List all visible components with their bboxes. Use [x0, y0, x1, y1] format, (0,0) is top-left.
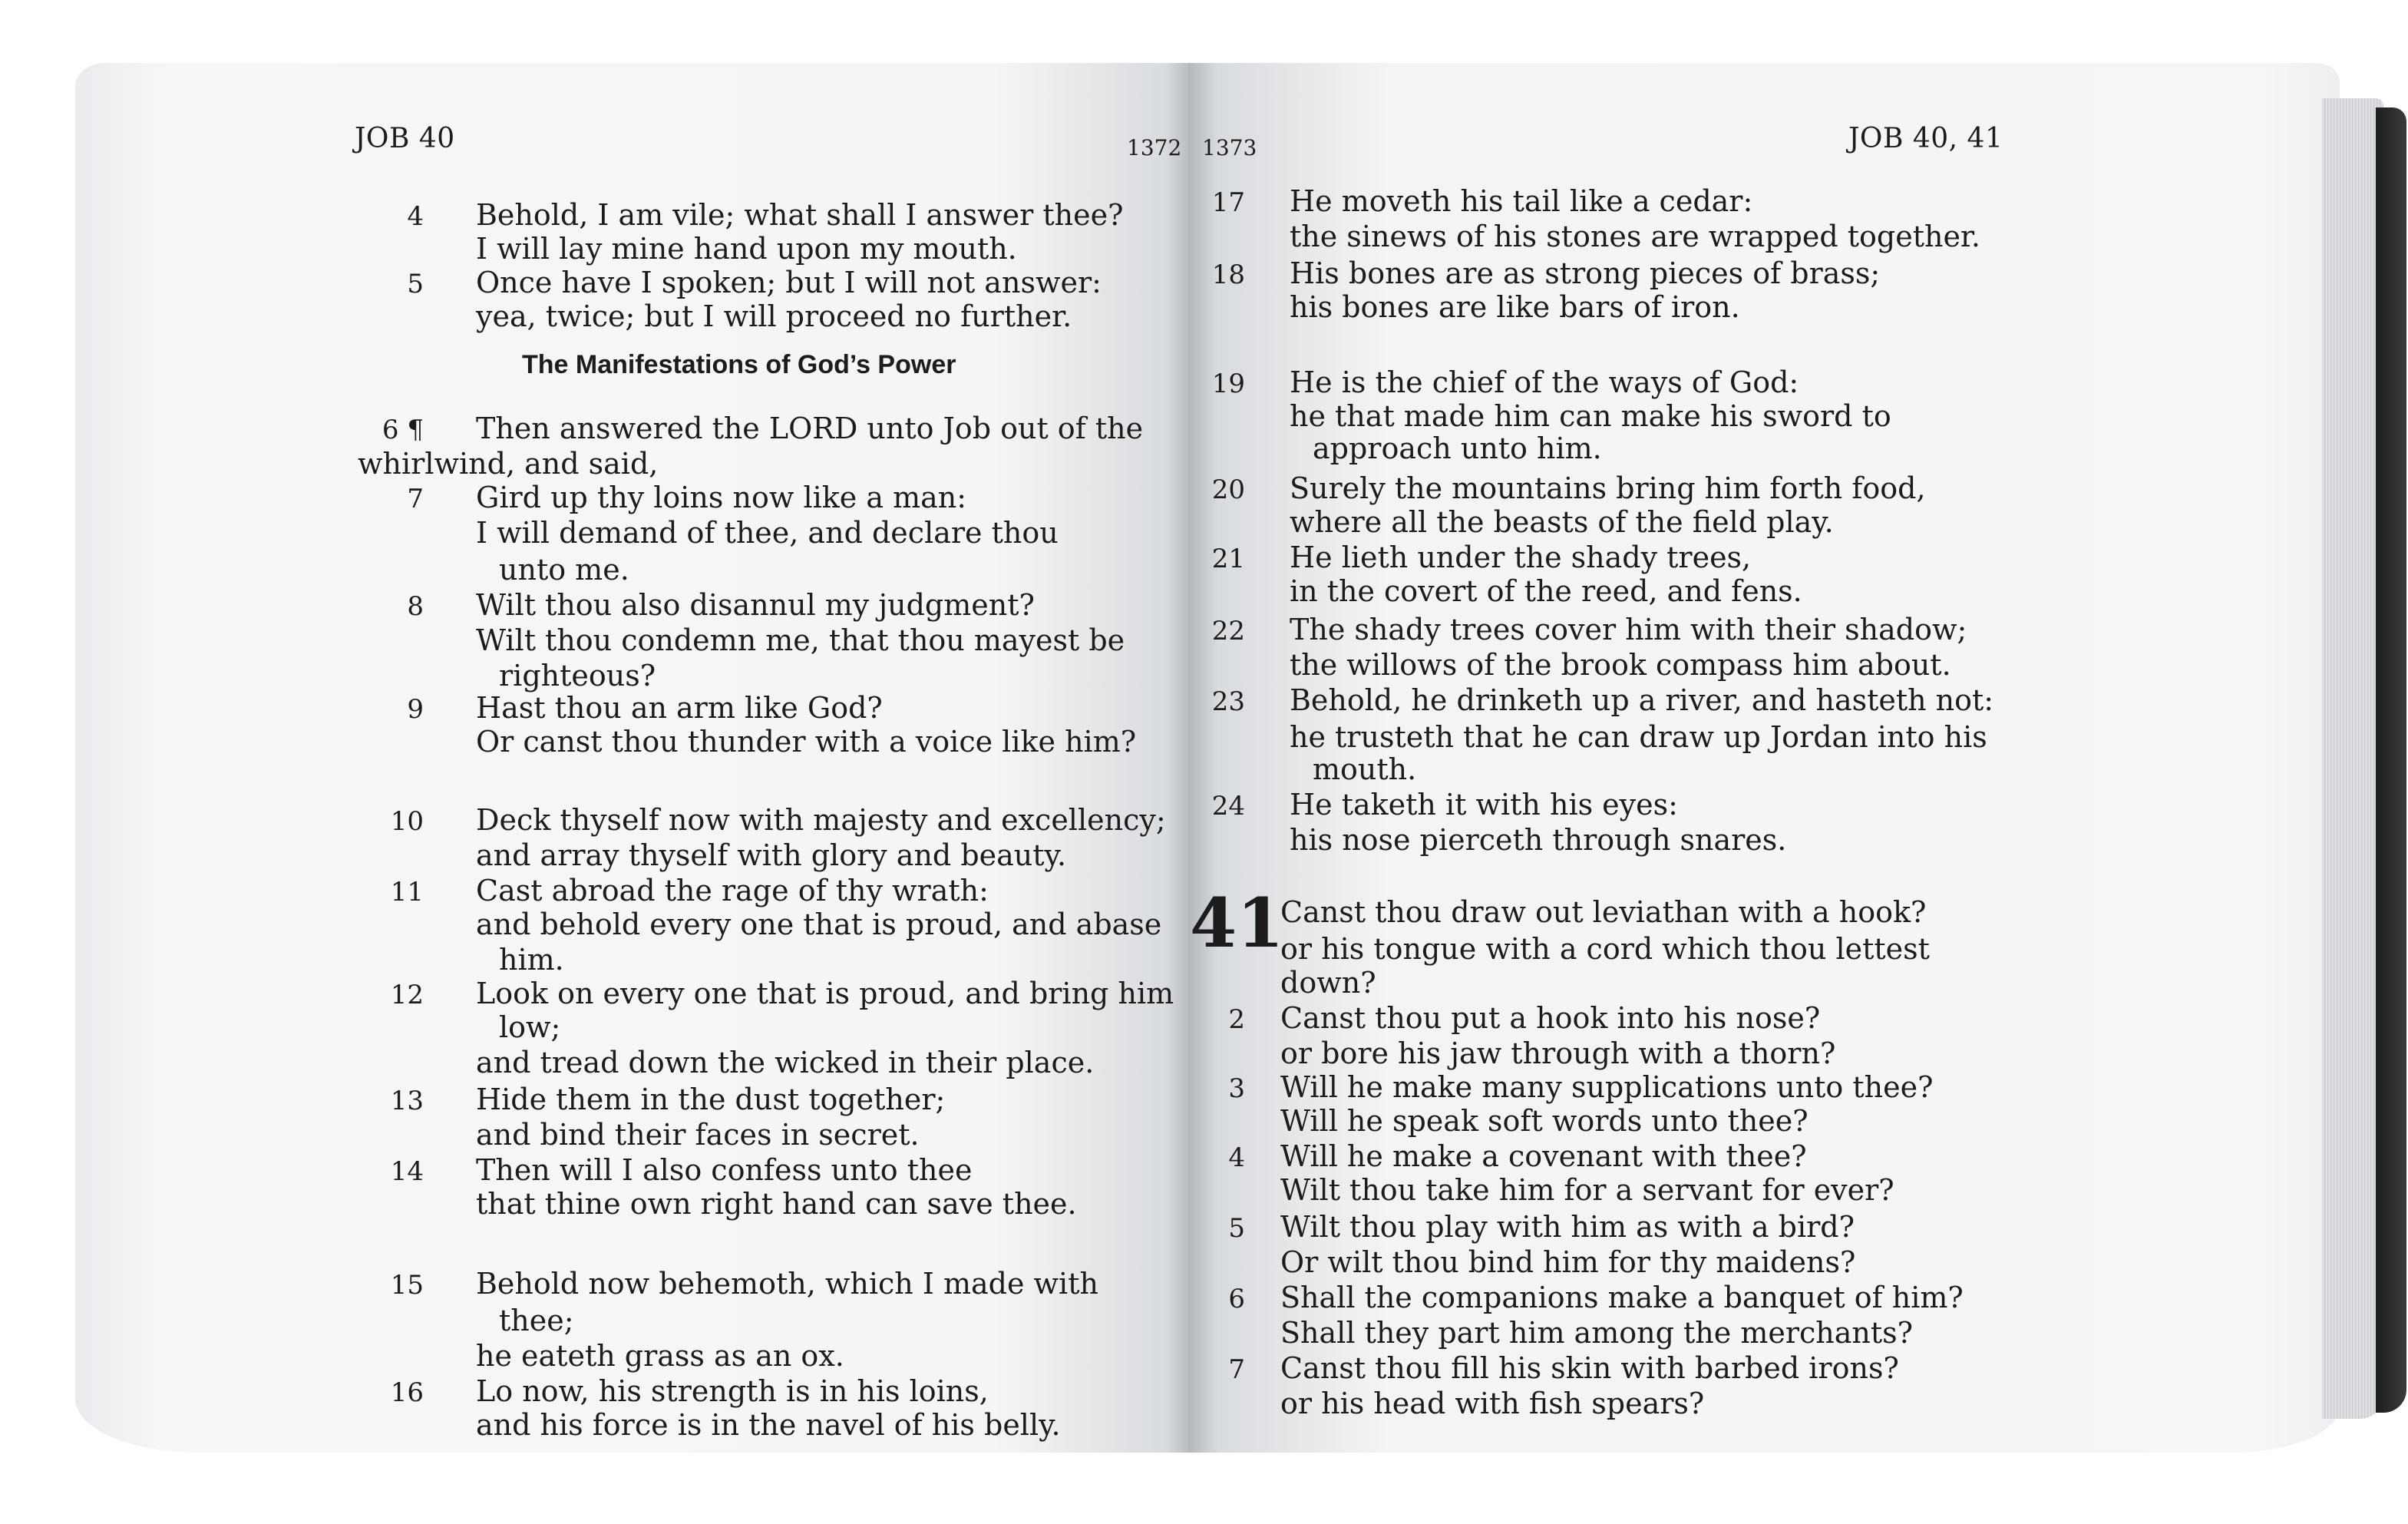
verse-line: and behold every one that is proud, and abase: [476, 907, 1162, 941]
verse-line: Gird up thy loins now like a man:: [476, 481, 967, 514]
verse-number: 18: [1211, 260, 1245, 290]
verse-line: The shady trees cover him with their shadow;: [1290, 613, 1967, 646]
verse-line: mouth.: [1313, 752, 1417, 786]
page-edges: [2322, 98, 2383, 1419]
verse-line: Then will I also confess unto thee: [476, 1153, 973, 1187]
verse-line: down?: [1280, 966, 1376, 1000]
verse-line: in the covert of the reed, and fens.: [1290, 574, 1802, 608]
verse-line: Wilt thou take him for a servant for ever?: [1280, 1173, 1894, 1207]
verse-number: 20: [1211, 474, 1245, 505]
verse-number: 2: [1228, 1004, 1245, 1035]
verse-line: I will lay mine hand upon my mouth.: [476, 232, 1017, 266]
section-heading: The Manifestations of God’s Power: [522, 350, 956, 379]
verse-line: approach unto him.: [1313, 431, 1602, 465]
verse-line: Wilt thou play with him as with a bird?: [1280, 1210, 1855, 1244]
verse-line: righteous?: [499, 659, 656, 693]
verse-line: or his tongue with a cord which thou lettest: [1280, 932, 1930, 966]
verse-line: or his head with fish spears?: [1280, 1387, 1705, 1420]
left-running-head: JOB 40: [355, 123, 455, 154]
verse-number: 8: [407, 591, 424, 622]
verse-line: and bind their faces in secret.: [476, 1118, 920, 1152]
verse-number: 14: [390, 1156, 424, 1187]
verse-line: whirlwind, and said,: [358, 447, 659, 481]
verse-line: Behold, he drinketh up a river, and hasteth not:: [1290, 683, 1994, 717]
verse-line: Hast thou an arm like God?: [476, 691, 883, 725]
verse-line: Then answered the LORD unto Job out of the: [476, 412, 1144, 445]
verse-number: 22: [1211, 616, 1245, 646]
right-page-number: 1373: [1202, 135, 1257, 160]
verse-number: 9: [407, 694, 424, 725]
verse-line: his nose pierceth through snares.: [1290, 823, 1787, 857]
verse-line: Hide them in the dust together;: [476, 1083, 946, 1116]
verse-number: 5: [1228, 1213, 1245, 1244]
verse-line: the sinews of his stones are wrapped together.: [1290, 220, 1980, 253]
verse-line: Will he make a covenant with thee?: [1280, 1139, 1807, 1173]
verse-line: Shall they part him among the merchants?: [1280, 1316, 1914, 1350]
verse-line: Lo now, his strength is in his loins,: [476, 1374, 989, 1408]
verse-line: low;: [499, 1010, 561, 1044]
verse-line: He moveth his tail like a cedar:: [1290, 184, 1753, 218]
verse-line: or bore his jaw through with a thorn?: [1280, 1036, 1836, 1070]
verse-number: 21: [1211, 544, 1245, 574]
verse-number: 10: [390, 806, 424, 837]
verse-line: him.: [499, 943, 564, 977]
verse-line: and tread down the wicked in their place.: [476, 1046, 1095, 1079]
verse-line: the willows of the brook compass him about.: [1290, 648, 1951, 682]
verse-line: He lieth under the shady trees,: [1290, 541, 1752, 574]
verse-line: He is the chief of the ways of God:: [1290, 365, 1799, 399]
verse-number: 15: [390, 1270, 424, 1301]
verse-number: 6 ¶: [382, 415, 424, 445]
verse-line: Deck thyself now with majesty and excellency;: [476, 803, 1166, 837]
verse-line: Once have I spoken; but I will not answer:: [476, 266, 1102, 299]
verse-line: Will he speak soft words unto thee?: [1280, 1104, 1808, 1138]
verse-line: Look on every one that is proud, and bring him: [476, 977, 1174, 1010]
verse-number: 7: [1228, 1354, 1245, 1385]
verse-line: He taketh it with his eyes:: [1290, 788, 1678, 822]
verse-line: and his force is in the navel of his belly.: [476, 1408, 1061, 1442]
book-cover-edge: [2376, 107, 2406, 1413]
verse-number: 5: [407, 269, 424, 299]
chapter-number: 41: [1190, 883, 1284, 963]
verse-line: where all the beasts of the field play.: [1290, 505, 1834, 539]
verse-line: and array thyself with glory and beauty.: [476, 838, 1067, 872]
verse-line: yea, twice; but I will proceed no further.: [476, 299, 1072, 333]
left-page-number: 1372: [1127, 135, 1182, 160]
verse-line: His bones are as strong pieces of brass;: [1290, 256, 1881, 290]
verse-line: I will demand of thee, and declare thou: [476, 516, 1059, 550]
verse-number: 16: [390, 1377, 424, 1408]
verse-number: 3: [1228, 1073, 1245, 1104]
verse-line: that thine own right hand can save thee.: [476, 1187, 1077, 1221]
verse-line: Or canst thou thunder with a voice like him?: [476, 725, 1137, 759]
verse-number: 11: [390, 877, 424, 907]
verse-line: Surely the mountains bring him forth food,: [1290, 471, 1926, 505]
verse-line: Canst thou put a hook into his nose?: [1280, 1001, 1821, 1035]
verse-number: 6: [1228, 1284, 1245, 1314]
verse-number: 12: [390, 980, 424, 1010]
verse-line: Wilt thou condemn me, that thou mayest be: [476, 623, 1125, 657]
verse-number: 4: [407, 201, 424, 232]
right-running-head: JOB 40, 41: [1848, 123, 2003, 154]
verse-line: Behold now behemoth, which I made with: [476, 1267, 1098, 1301]
verse-line: he eateth grass as an ox.: [476, 1339, 844, 1373]
verse-line: his bones are like bars of iron.: [1290, 290, 1740, 324]
verse-line: Behold, I am vile; what shall I answer thee?: [476, 198, 1124, 232]
verse-line: Shall the companions make a banquet of him?: [1280, 1281, 1964, 1314]
verse-line: unto me.: [499, 553, 629, 587]
verse-line: Canst thou fill his skin with barbed irons?: [1280, 1351, 1899, 1385]
verse-line: he trusteth that he can draw up Jordan into his: [1290, 720, 1987, 754]
verse-number: 23: [1211, 686, 1245, 717]
verse-number: 13: [390, 1086, 424, 1116]
verse-line: Canst thou draw out leviathan with a hook?: [1280, 895, 1927, 929]
verse-number: 17: [1211, 187, 1245, 218]
verse-number: 7: [407, 484, 424, 514]
verse-number: 4: [1228, 1142, 1245, 1173]
verse-line: thee;: [499, 1304, 574, 1337]
verse-number: 19: [1211, 369, 1245, 399]
verse-line: Cast abroad the rage of thy wrath:: [476, 874, 989, 907]
verse-line: Or wilt thou bind him for thy maidens?: [1280, 1245, 1856, 1279]
verse-line: Wilt thou also disannul my judgment?: [476, 588, 1035, 622]
verse-line: Will he make many supplications unto thee?: [1280, 1070, 1934, 1104]
verse-line: he that made him can make his sword to: [1290, 399, 1891, 433]
verse-number: 24: [1211, 791, 1245, 822]
